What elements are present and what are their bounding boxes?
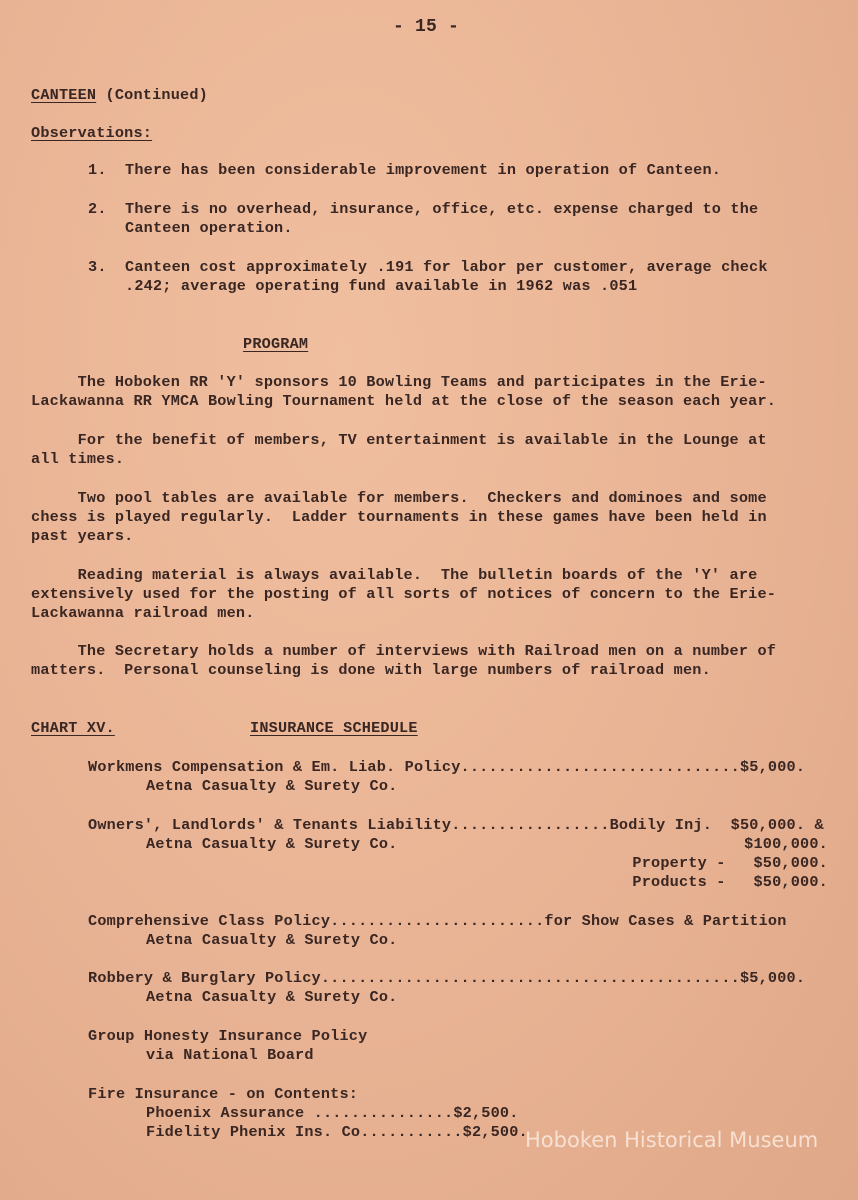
insurance-policy-line: Owners', Landlords' & Tenants Liability.................Bodily Inj. $50,000. &: [88, 816, 824, 834]
chart-label: CHART XV.: [31, 719, 115, 737]
program-heading: PROGRAM: [243, 335, 309, 353]
fire-insurance-item: Phoenix Assurance ...............$2,500.: [146, 1104, 519, 1122]
canteen-heading-title: CANTEEN: [31, 86, 97, 104]
program-line: Reading material is always available. The bulletin boards of the 'Y' are: [31, 566, 758, 584]
products-limit: Products - $50,000.: [632, 873, 828, 891]
program-line: Two pool tables are available for members. Checkers and dominoes and some: [31, 489, 767, 507]
program-line: Lackawanna railroad men.: [31, 604, 255, 622]
program-line: The Hoboken RR 'Y' sponsors 10 Bowling Teams and participates in the Erie-: [31, 373, 767, 391]
fire-insurance-item: Fidelity Phenix Ins. Co...........$2,500.: [146, 1123, 528, 1141]
observation-line: Canteen operation.: [125, 219, 293, 237]
property-limit: Property - $50,000.: [632, 854, 828, 872]
program-line: past years.: [31, 527, 134, 545]
observation-line: There is no overhead, insurance, office, etc. expense charged to the: [125, 200, 759, 218]
observation-line: .242; average operating fund available in 1962 was .051: [125, 277, 638, 295]
insurance-carrier: Aetna Casualty & Surety Co.: [146, 835, 398, 853]
insurance-carrier: Aetna Casualty & Surety Co.: [146, 931, 398, 949]
insurance-policy-line: Group Honesty Insurance Policy: [88, 1027, 368, 1045]
program-line: matters. Personal counseling is done with large numbers of railroad men.: [31, 661, 711, 679]
observation-line: There has been considerable improvement in operation of Canteen.: [125, 161, 722, 179]
program-line: The Secretary holds a number of interviews with Railroad men on a number of: [31, 642, 777, 660]
insurance-carrier: Aetna Casualty & Surety Co.: [146, 988, 398, 1006]
observations-heading: Observations:: [31, 124, 153, 142]
observation-number: 1.: [88, 161, 107, 179]
observation-number: 2.: [88, 200, 107, 218]
canteen-heading-suffix: (Continued): [96, 86, 208, 104]
program-line: chess is played regularly. Ladder tournaments in these games have been held in: [31, 508, 767, 526]
insurance-carrier: via National Board: [146, 1046, 314, 1064]
insurance-policy-line: Workmens Compensation & Em. Liab. Policy..............................$5,000.: [88, 758, 806, 776]
museum-watermark: Hoboken Historical Museum: [525, 1128, 819, 1152]
insurance-title: INSURANCE SCHEDULE: [250, 719, 418, 737]
program-line: all times.: [31, 450, 125, 468]
insurance-carrier: Aetna Casualty & Surety Co.: [146, 777, 398, 795]
program-line: Lackawanna RR YMCA Bowling Tournament held at the close of the season each year.: [31, 392, 777, 410]
fire-insurance-heading: Fire Insurance - on Contents:: [88, 1085, 359, 1103]
bodily-injury-limit: $100,000.: [744, 835, 828, 853]
canteen-heading: [31, 86, 208, 104]
insurance-policy-line: Comprehensive Class Policy.......................for Show Cases & Partition: [88, 912, 787, 930]
program-line: extensively used for the posting of all sorts of notices of concern to the Erie-: [31, 585, 777, 603]
insurance-policy-line: Robbery & Burglary Policy.............................................$5,000.: [88, 969, 806, 987]
program-line: For the benefit of members, TV entertainment is available in the Lounge at: [31, 431, 767, 449]
observation-number: 3.: [88, 258, 107, 276]
page-number: - 15 -: [393, 17, 460, 37]
observation-line: Canteen cost approximately .191 for labor per customer, average check: [125, 258, 768, 276]
